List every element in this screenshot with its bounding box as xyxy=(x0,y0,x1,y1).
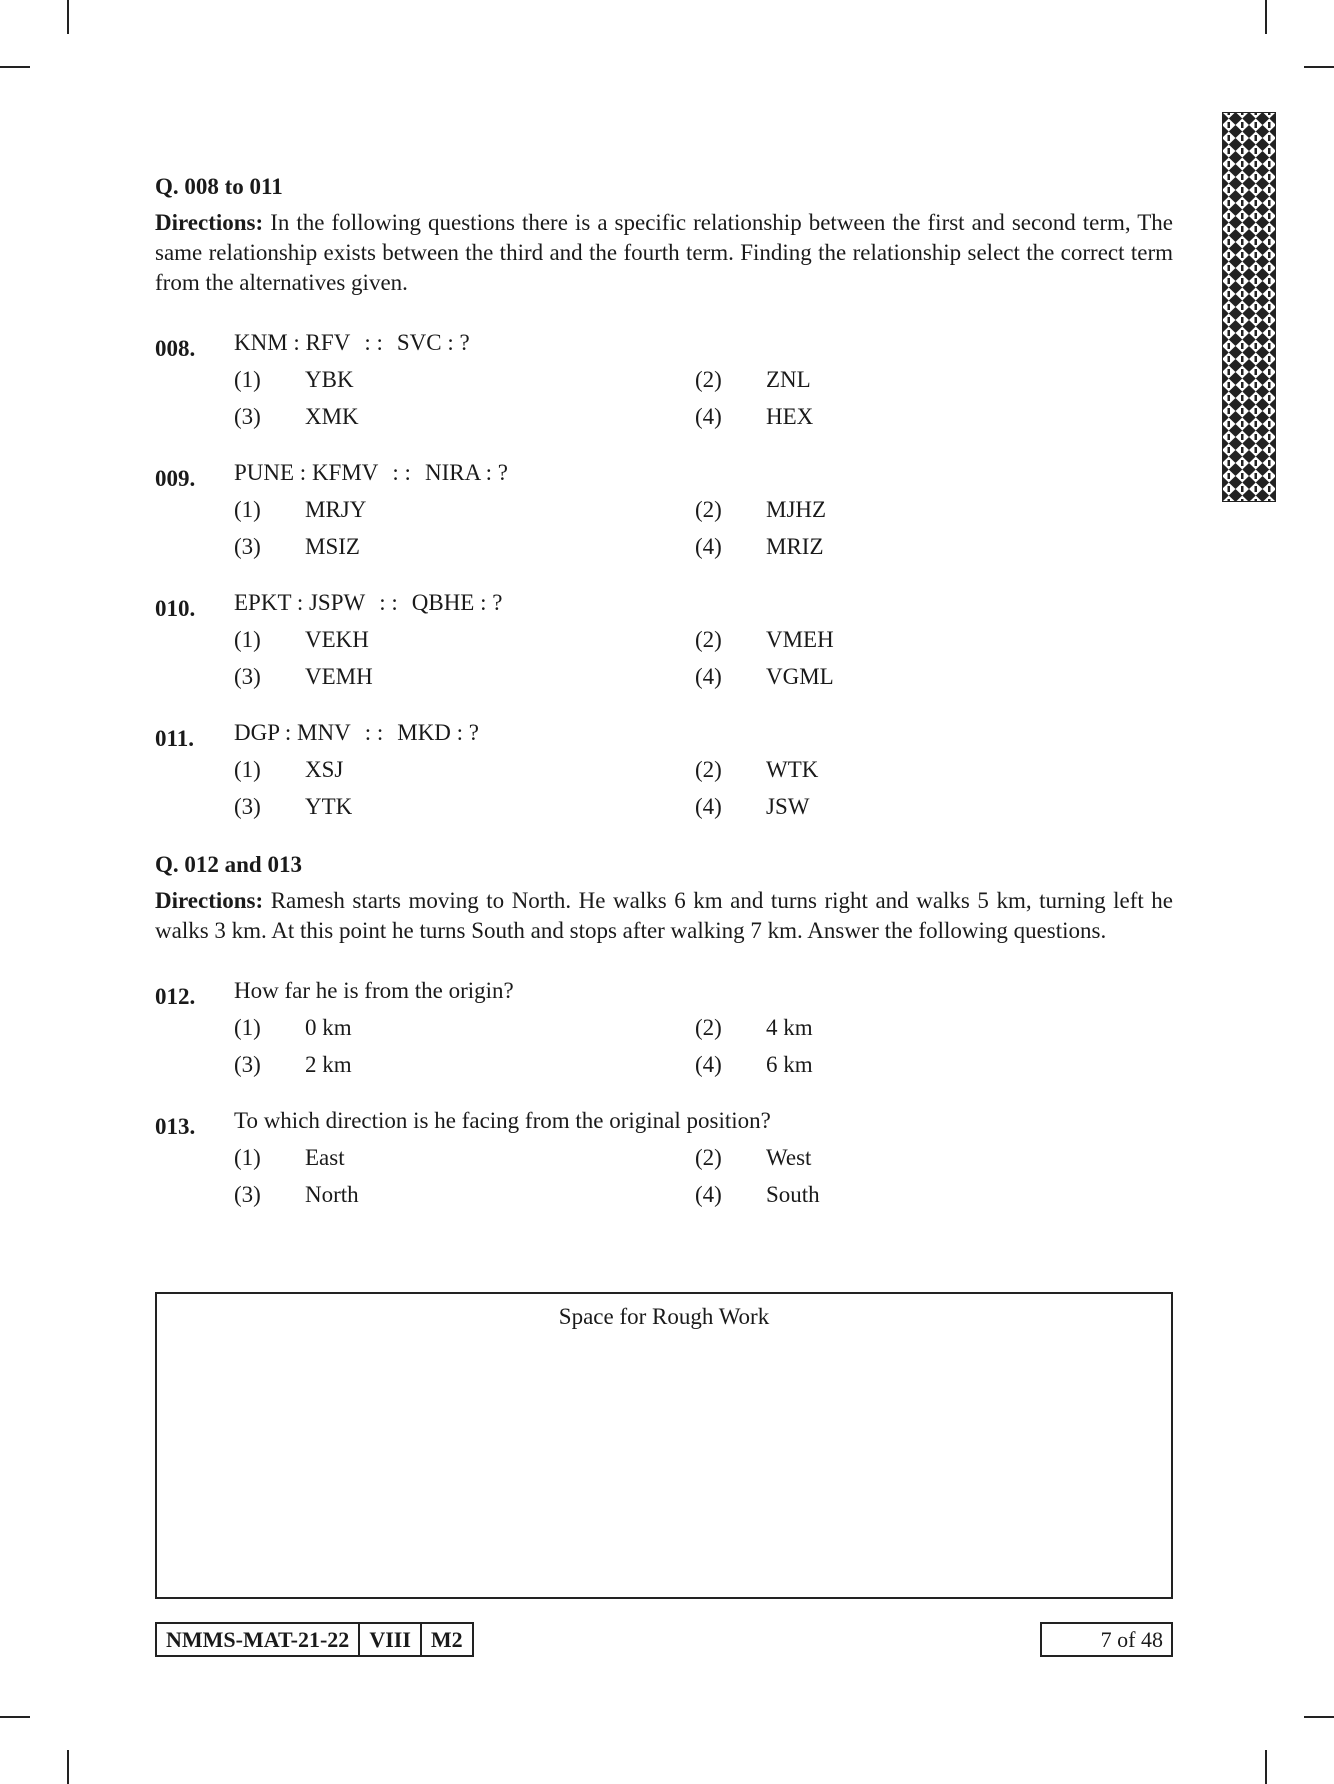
question-number: 013. xyxy=(155,1114,196,1139)
option[interactable]: (4) JSW xyxy=(695,794,810,819)
directions-label: Directions: xyxy=(155,888,264,913)
directions-label: Directions: xyxy=(155,210,264,235)
rough-work-box xyxy=(155,1292,1173,1599)
option[interactable]: (2) West xyxy=(695,1145,812,1170)
option[interactable]: (2) 4 km xyxy=(695,1015,813,1040)
option[interactable]: (4) MRIZ xyxy=(695,534,824,559)
question-012 xyxy=(155,976,1173,1080)
question-number: 010. xyxy=(155,596,196,621)
option[interactable]: (3) VEMH xyxy=(234,664,373,689)
crop-mark xyxy=(1265,1750,1267,1784)
directions-text: Ramesh starts moving to North. He walks 6 km and turns right and walks 5 km, turning left he walks 3 km. At this point he turns South and stops after walking 7 km. Answer the following questions. xyxy=(155,888,1174,943)
options xyxy=(234,365,1173,432)
directions-text: In the following questions there is a specific relationship between the first and second term, The same relationship exists between the third and the fourth term. Finding the relationship select the correct term from the alternatives given. xyxy=(155,210,1174,295)
option[interactable]: (3) YTK xyxy=(234,794,353,819)
crop-mark xyxy=(67,1750,69,1784)
question-text: KNM : RFV : : SVC : ? xyxy=(234,330,470,355)
question-number: 011. xyxy=(155,726,194,751)
rough-work-title: Space for Rough Work xyxy=(558,1304,770,1329)
question-text: To which direction is he facing from the original position? xyxy=(234,1108,771,1133)
options xyxy=(234,495,1173,562)
options xyxy=(234,755,1173,822)
question-text: DGP : MNV : : MKD : ? xyxy=(234,720,480,745)
options xyxy=(234,625,1173,692)
question-010 xyxy=(155,588,1173,692)
question-011 xyxy=(155,718,1173,822)
crop-mark xyxy=(1265,0,1267,34)
option[interactable]: (4) HEX xyxy=(695,404,814,429)
paper-code-box xyxy=(155,1622,474,1657)
directions xyxy=(155,208,1173,298)
crop-mark xyxy=(1304,1716,1334,1718)
class-code: VIII xyxy=(360,1624,422,1655)
page-number: 7 of 48 xyxy=(1040,1622,1173,1657)
options xyxy=(234,1143,1173,1210)
question-013 xyxy=(155,1106,1173,1210)
question-text: PUNE : KFMV : : NIRA : ? xyxy=(234,460,509,485)
option[interactable]: (4) 6 km xyxy=(695,1052,813,1077)
side-pattern-decoration xyxy=(1222,112,1276,502)
options xyxy=(234,1013,1173,1080)
question-number: 008. xyxy=(155,336,196,361)
option[interactable]: (3) MSIZ xyxy=(234,534,360,559)
question-008 xyxy=(155,328,1173,432)
section-heading: Q. 008 to 011 xyxy=(155,174,283,199)
question-content xyxy=(155,172,1173,1210)
option[interactable]: (4) South xyxy=(695,1182,820,1207)
medium-code: M2 xyxy=(430,1626,463,1652)
option[interactable]: (1) XSJ xyxy=(234,757,344,782)
crop-mark xyxy=(0,66,30,68)
option[interactable]: (1) MRJY xyxy=(234,497,367,522)
question-text: How far he is from the origin? xyxy=(234,978,514,1003)
question-009 xyxy=(155,458,1173,562)
option[interactable]: (2) ZNL xyxy=(695,367,811,392)
option[interactable]: (2) WTK xyxy=(695,757,819,782)
option[interactable]: (3) North xyxy=(234,1182,359,1207)
option[interactable]: (4) VGML xyxy=(695,664,834,689)
option[interactable]: (3) XMK xyxy=(234,404,359,429)
question-number: 009. xyxy=(155,466,196,491)
crop-mark xyxy=(1304,66,1334,68)
directions xyxy=(155,886,1173,946)
option[interactable]: (1) VEKH xyxy=(234,627,369,652)
paper-code: NMMS-MAT-21-22 xyxy=(157,1624,360,1655)
section-heading: Q. 012 and 013 xyxy=(155,852,302,877)
option[interactable]: (1) East xyxy=(234,1145,345,1170)
crop-mark xyxy=(67,0,69,34)
option[interactable]: (1) YBK xyxy=(234,367,354,392)
crop-mark xyxy=(0,1716,30,1718)
question-text: EPKT : JSPW : : QBHE : ? xyxy=(234,590,503,615)
option[interactable]: (2) VMEH xyxy=(695,627,834,652)
option[interactable]: (1) 0 km xyxy=(234,1015,352,1040)
question-number: 012. xyxy=(155,984,196,1009)
option[interactable]: (3) 2 km xyxy=(234,1052,352,1077)
option[interactable]: (2) MJHZ xyxy=(695,497,827,522)
